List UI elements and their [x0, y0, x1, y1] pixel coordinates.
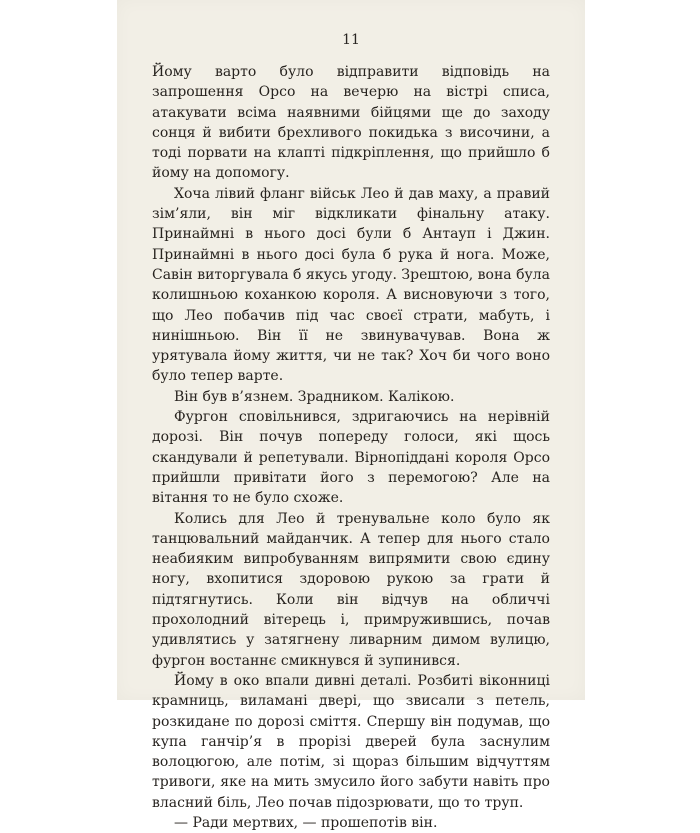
book-page	[117, 0, 585, 831]
paragraph: Хоча лівий фланг військ Лео й дав маху, а правий зім’яли, він міг відкликати фінальну атаку. Принаймні в нього досі були б Антауп і Джин. Принаймні в нього досі була б рука й нога. Може, Савін виторгувала б якусь угоду. Зрештою, вона була колишньою коханкою короля. А висновуючи з того, що Лео побачив під час своєї страти, мабуть, і нинішньою. Він її не звинувачував. Вона ж урятувала йому життя, чи не так? Хоч би чого воно було тепер варте.	[152, 185, 551, 385]
paragraph: Він був в’язнем. Зрадником. Калікою.	[174, 388, 455, 405]
paragraph: Йому в око впали дивні деталі. Розбиті віконниці крамниць, виламані двері, що звисали з петель, розкидане по дорозі сміття. Спершу він подумав, що купа ганчір’я в прорізі дверей була заснулим волоцюгою, але потім, зі щораз більшим відчуттям тривоги, яке на мить змусило його забути навіть про власний біль, Лео почав підозрювати, що то труп.	[152, 672, 550, 811]
paragraph: — Ради мертвих, — прошепотів він.	[174, 814, 438, 831]
paragraph: Колись для Лео й тренувальне коло було як танцювальний майданчик. А тепер для нього стало неабияким випробуванням випрямити свою єдину ногу, вхопитися здоровою рукою за грати й підтягнутись. Коли він відчув на обличчі прохолодний вітерець і, примружившись, почав удивлятись у затягнену ливарним димом вулицю, фургон востаннє смикнувся й зупинився.	[152, 510, 550, 669]
text-body	[152, 62, 550, 833]
paragraph: Йому варто було відправити відповідь на запрошення Орсо на вечерю на вістрі списа, атакувати всіма наявними бійцями ще до заходу сонця й вибити брехливого покидька з височини, а тоді порвати на клапті підкріплення, що прийшло б йому на допомогу.	[152, 64, 550, 182]
paragraph: Фургон сповільнився, здригаючись на нерівній дорозі. Він почув попереду голоси, які щось скандували й репетували. Вірнопіддані короля Орсо прийшли привітати його з перемогою? Але на вітання то не було схоже.	[152, 409, 550, 507]
page-number: 11	[342, 32, 360, 48]
